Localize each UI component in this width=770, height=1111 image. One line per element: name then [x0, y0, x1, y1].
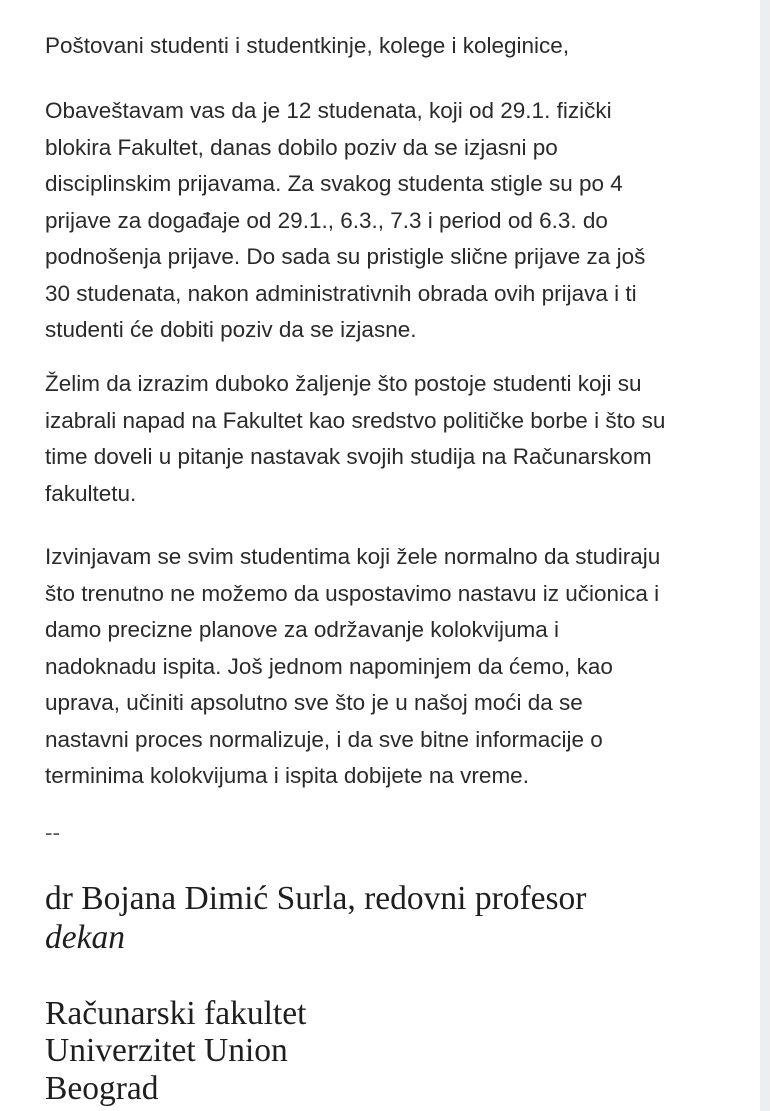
paragraph-regret: Želim da izrazim duboko žaljenje što postoje studenti koji su izabrali napad na Fakultet kao sredstvo političke borbe i što su time doveli u pitanje nastavak svojih studija na Računarskom fakultetu. — [45, 371, 666, 506]
signature-name: dr Bojana Dimić Surla, redovni profesor — [45, 880, 587, 917]
signature-university: Univerzitet Union — [45, 1032, 288, 1069]
signature-role: dekan — [45, 919, 125, 956]
paragraph-disciplinary-notice: Obaveštavam vas da je 12 studenata, koji od 29.1. fizički blokira Fakultet, danas dobilo poziv da se izjasni po disciplinskim prijavama. Za svakog studenta stigle su po 4 prijave za događaje od 29.1., 6.3., 7.3 i period od 6.3. do podnošenja prijave. Do sada su pristigle slične prijave za još 30 studenata, nakon administrativnih obrada ovih prijava i ti studenti će dobiti poziv da se izjasne. — [45, 98, 646, 342]
scroll-edge — [760, 0, 770, 1111]
greeting: Poštovani studenti i studentkinje, kolege i koleginice, — [45, 33, 570, 58]
signature-city: Beograd — [45, 1070, 159, 1107]
signature-institution: Računarski fakultet — [45, 995, 307, 1032]
paragraph-apology: Izvinjavam se svim studentima koji žele normalno da studiraju što trenutno ne možemo da uspostavimo nastavu iz učionica i damo precizne planove za održavanje kolokvijuma i nadoknadu ispita. Još jednom napominjem da ćemo, kao uprava, učiniti apsolutno sve što je u našoj moći da se nastavni proces normalizuje, i da sve bitne informacije o terminima kolokvijuma i ispita dobijete na vreme. — [45, 544, 661, 788]
signature-separator: -- — [45, 820, 60, 845]
